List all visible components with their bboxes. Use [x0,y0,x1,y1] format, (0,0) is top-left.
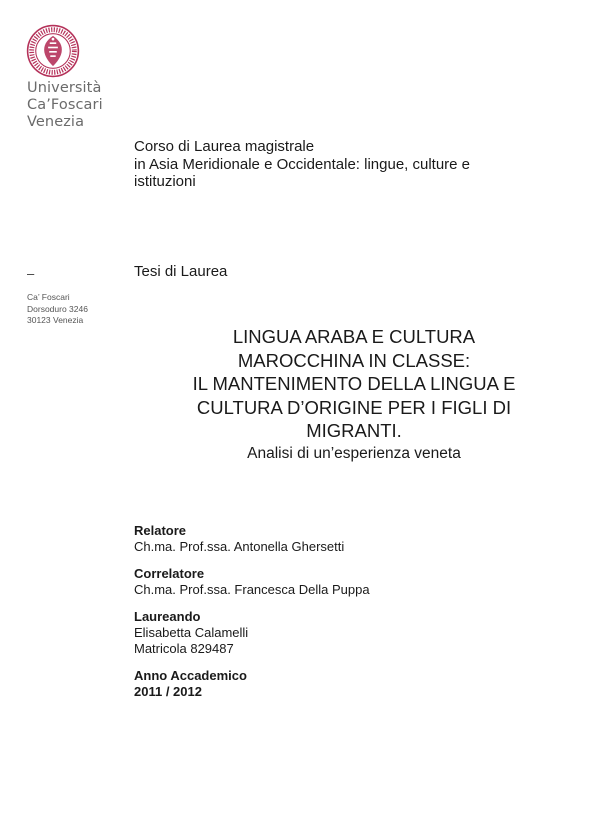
anno-label: Anno Accademico [134,668,247,683]
anno-value: 2011 / 2012 [134,684,202,699]
course-description [134,138,574,191]
relatore-name: Ch.ma. Prof.ssa. Antonella Ghersetti [134,539,345,554]
title-line: MAROCCHINA IN CLASSE: [237,349,471,371]
title-line: IL MANTENIMENTO DELLA LINGUA E [192,373,516,394]
university-address [27,292,88,327]
title-line: CULTURA D’ORIGINE PER I FIGLI DI [196,396,512,418]
course-line: in Asia Meridionale e Occidentale: lingue, culture e [134,155,471,173]
laureando-label: Laureando [134,609,201,624]
relatore-group [134,523,370,555]
correlatore-group [134,566,370,598]
course-line: istituzioni [134,173,196,190]
correlatore-label: Correlatore [134,566,205,581]
thesis-subtitle: Analisi di un’esperienza veneta [247,444,461,462]
thesis-title [134,325,574,464]
course-line: Corso di Laurea magistrale [134,138,315,155]
laureando-matricola: Matricola 829487 [134,641,234,656]
university-name [27,80,103,131]
laureando-name: Elisabetta Calamelli [134,625,249,640]
university-name-line: Università [27,80,102,96]
ca-foscari-seal-icon [26,24,80,78]
address-line: 30123 Venezia [27,315,84,325]
title-line: MIGRANTI. [306,420,402,441]
separator-dash: – [27,266,35,281]
relatore-label: Relatore [134,523,187,538]
address-line: Ca’ Foscari [27,292,70,302]
credits-section [134,523,370,711]
laureando-group [134,609,370,657]
university-name-line: Venezia [27,114,85,130]
anno-group [134,668,370,700]
thesis-type: Tesi di Laurea [134,263,228,280]
university-name-line: Ca’Foscari [27,97,103,113]
correlatore-name: Ch.ma. Prof.ssa. Francesca Della Puppa [134,582,370,597]
address-line: Dorsoduro 3246 [27,303,88,314]
title-line: LINGUA ARABA E CULTURA [232,326,476,347]
